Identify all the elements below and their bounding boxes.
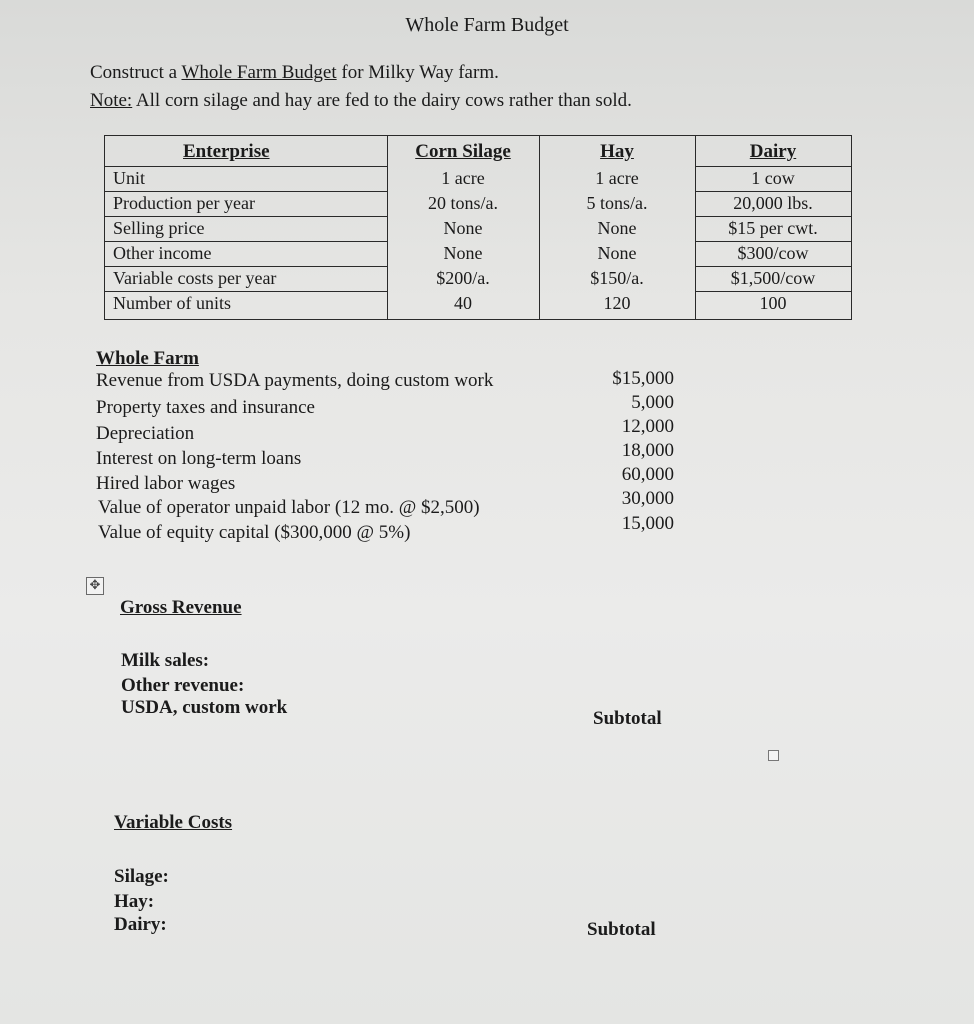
move-icon[interactable]: ✥ (86, 577, 104, 595)
page-title: Whole Farm Budget (405, 14, 569, 36)
enterprise-table (104, 135, 852, 320)
row-label-production: Production per year (113, 193, 255, 213)
dairy-label: Dairy: (114, 914, 167, 935)
table-cell: None (443, 243, 483, 263)
checkbox-icon[interactable] (768, 750, 779, 761)
whole-farm-item-label: Value of equity capital ($300,000 @ 5%) (98, 522, 411, 543)
table-cell: 1 acre (441, 168, 485, 188)
row-label-number-of-units: Number of units (113, 293, 231, 313)
table-cell: 1 acre (595, 168, 639, 188)
table-cell: 120 (603, 293, 631, 313)
whole-farm-item-label: Hired labor wages (96, 473, 236, 494)
whole-farm-item-label: Interest on long-term loans (96, 448, 302, 469)
header-enterprise: Enterprise (183, 141, 270, 162)
gross-revenue-heading: Gross Revenue (120, 597, 242, 618)
whole-farm-item-label: Value of operator unpaid labor (12 mo. @ $2,500) (98, 497, 480, 518)
variable-costs-subtotal: Subtotal (587, 919, 656, 940)
silage-label: Silage: (114, 866, 169, 887)
whole-farm-item-value: 18,000 (621, 440, 674, 461)
row-label-selling-price: Selling price (113, 218, 205, 238)
instruction-line (90, 62, 499, 84)
table-cell: None (597, 218, 637, 238)
table-cell: None (443, 218, 483, 238)
table-cell: 1 cow (751, 168, 795, 188)
header-dairy: Dairy (749, 141, 797, 162)
header-corn-silage: Corn Silage (415, 141, 511, 162)
header-hay: Hay (600, 141, 634, 162)
whole-farm-item-value: 60,000 (621, 464, 674, 485)
whole-farm-item-label: Depreciation (96, 423, 195, 444)
whole-farm-item-value: $15,000 (612, 368, 674, 389)
row-label-unit: Unit (113, 168, 146, 188)
note-label: Note: (90, 90, 133, 111)
whole-farm-heading: Whole Farm (96, 348, 199, 369)
other-revenue-label: Other revenue: (121, 675, 245, 696)
row-label-variable-costs: Variable costs per year (113, 268, 277, 288)
instruction-prefix: Construct a (90, 62, 182, 83)
variable-costs-heading: Variable Costs (114, 812, 233, 833)
whole-farm-item-value: 15,000 (621, 513, 674, 534)
table-cell: $1,500/cow (730, 268, 816, 288)
whole-farm-item-label: Property taxes and insurance (96, 397, 315, 418)
table-cell: $150/a. (590, 268, 644, 288)
table-cell: 20,000 lbs. (733, 193, 813, 213)
row-label-other-income: Other income (113, 243, 212, 263)
usda-custom-work-label: USDA, custom work (121, 697, 288, 718)
whole-farm-item-value: 30,000 (621, 488, 674, 509)
whole-farm-item-value: 12,000 (621, 416, 674, 437)
table-cell: $300/cow (737, 243, 809, 263)
hay-label: Hay: (114, 891, 155, 912)
gross-revenue-subtotal: Subtotal (593, 708, 662, 729)
table-cell: 20 tons/a. (428, 193, 498, 213)
note-text: All corn silage and hay are fed to the dairy cows rather than sold. (132, 90, 632, 111)
milk-sales-label: Milk sales: (121, 650, 210, 671)
table-cell: 100 (759, 293, 787, 313)
note-line (90, 90, 632, 112)
whole-farm-item-value: 5,000 (631, 392, 674, 413)
table-cell: 40 (454, 293, 472, 313)
table-cell: 5 tons/a. (586, 193, 648, 213)
table-cell: None (597, 243, 637, 263)
table-cell: $15 per cwt. (728, 218, 818, 238)
whole-farm-item-label: Revenue from USDA payments, doing custom work (96, 370, 494, 391)
instruction-link: Whole Farm Budget (181, 62, 337, 83)
table-cell: $200/a. (436, 268, 490, 288)
instruction-suffix: for Milky Way farm. (336, 62, 499, 83)
